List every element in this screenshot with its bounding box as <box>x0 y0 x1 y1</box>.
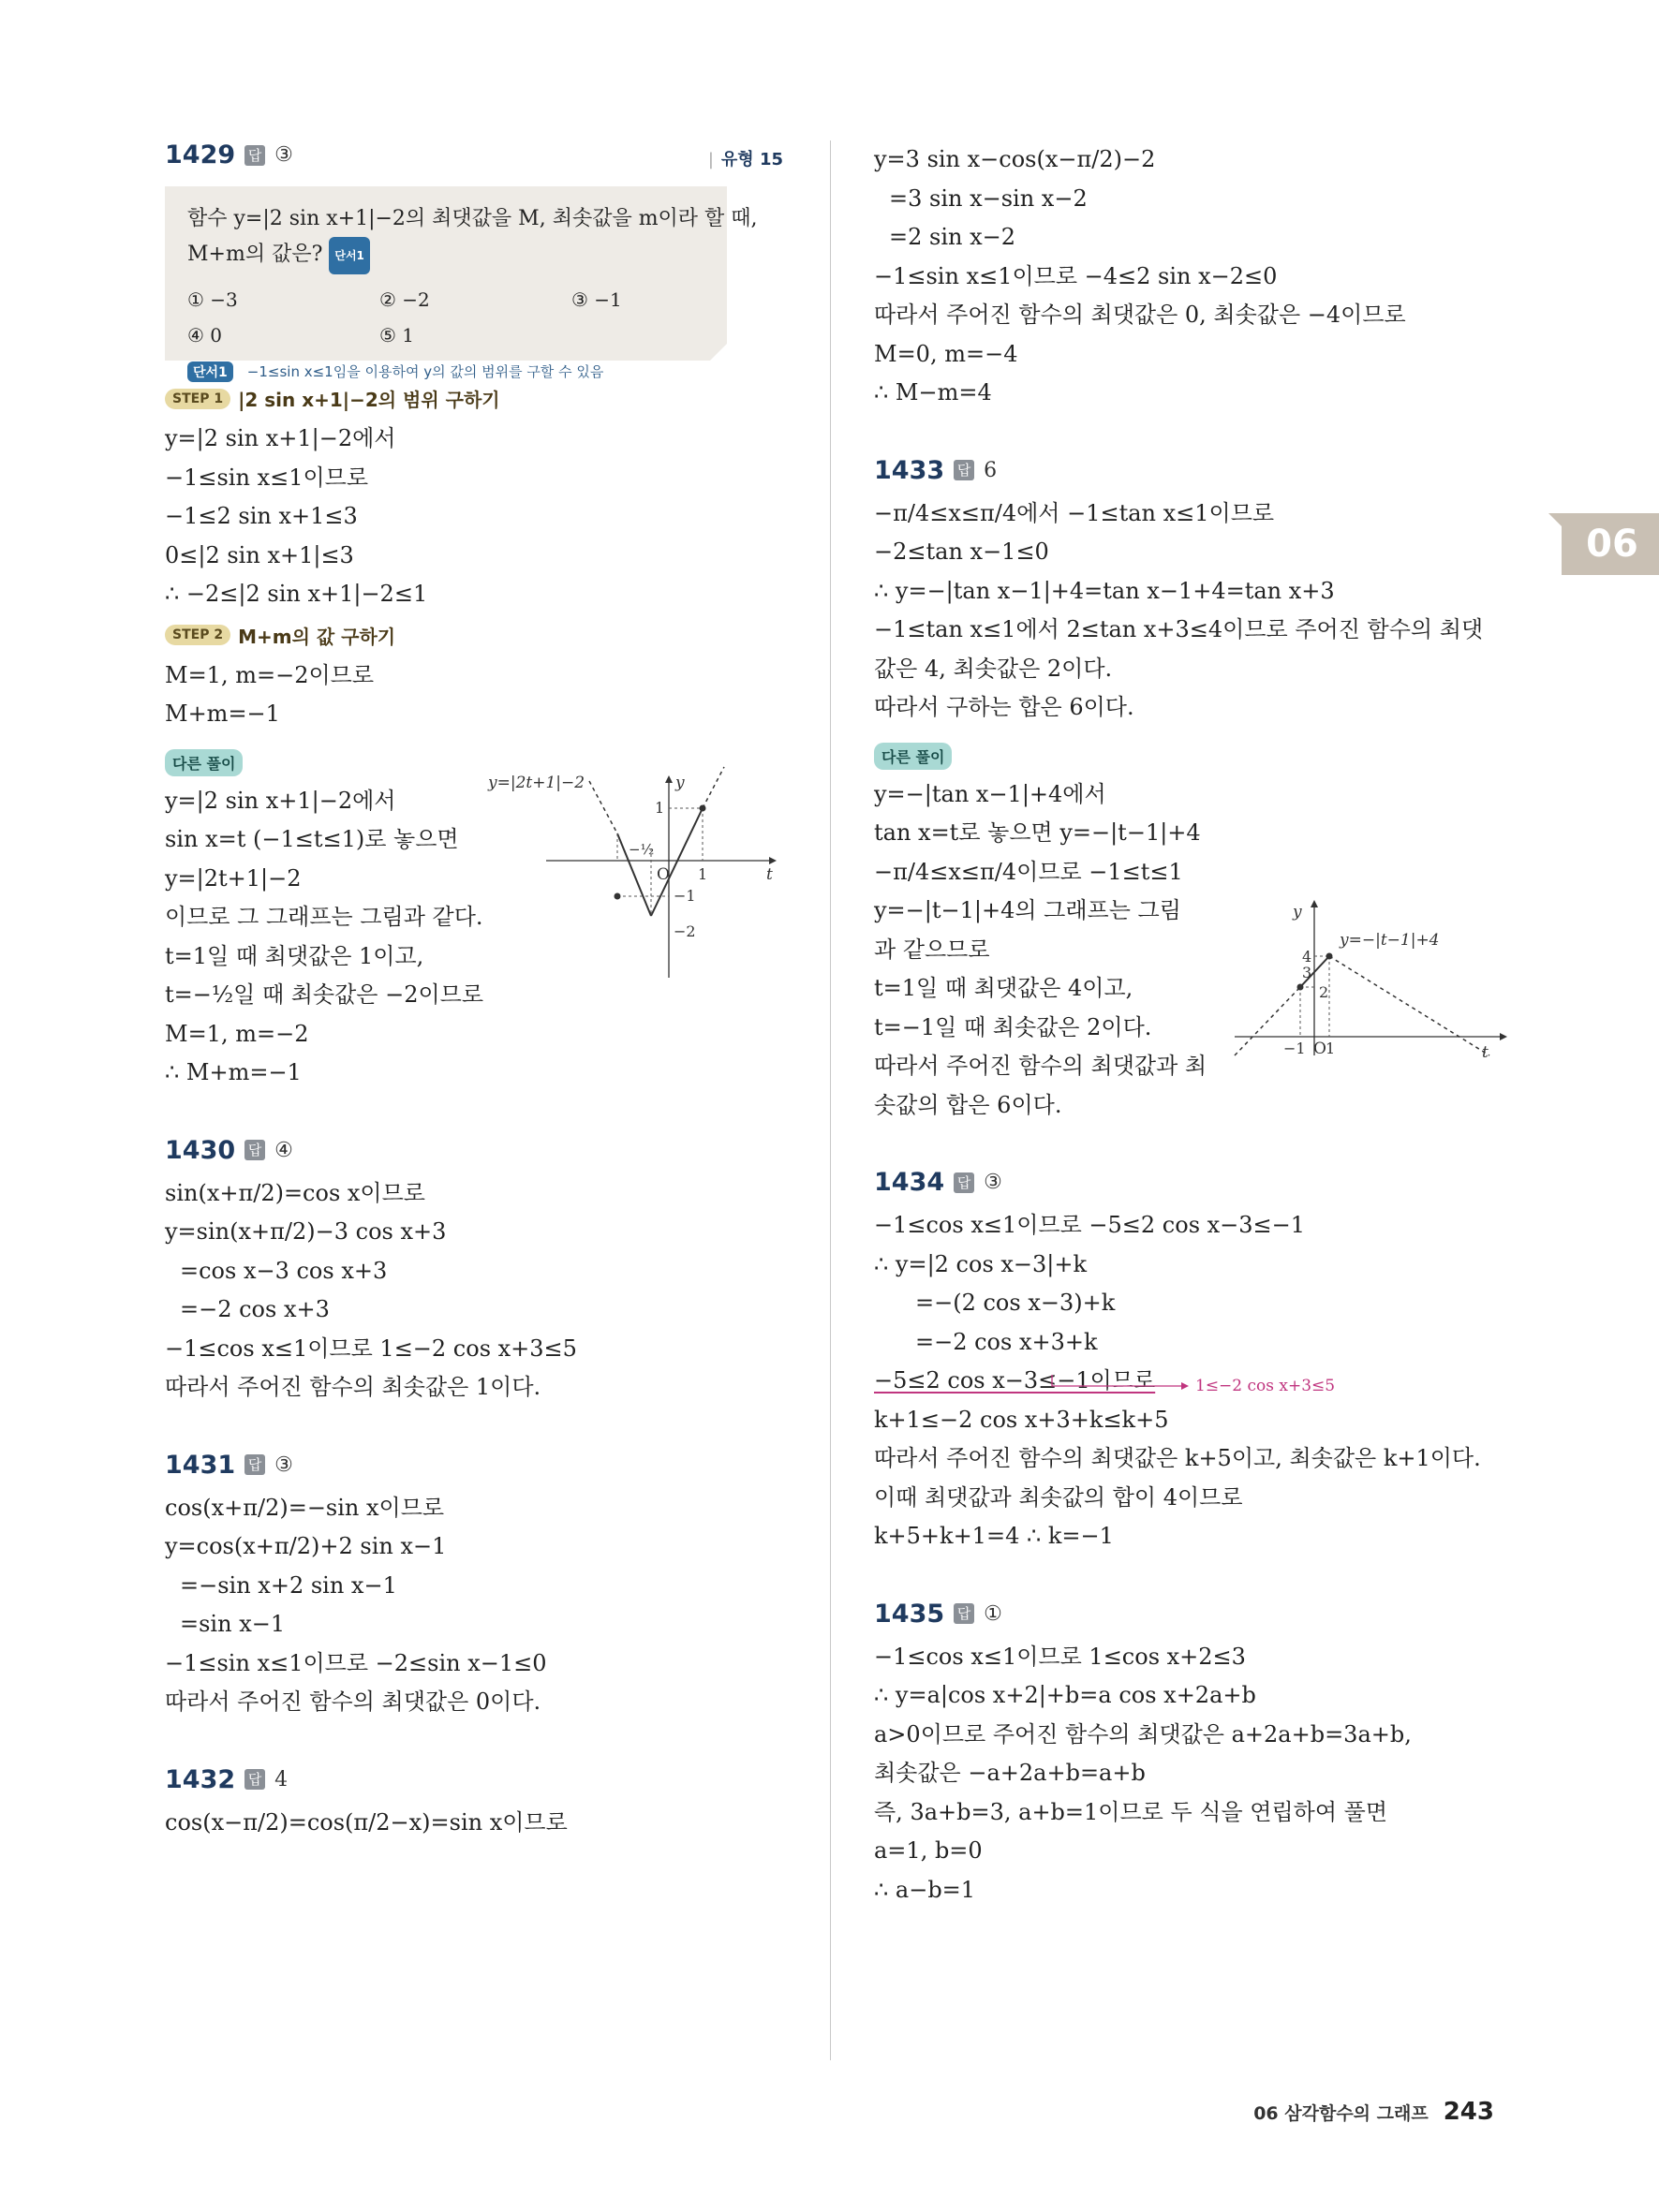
y-tick-label: 1 <box>655 798 665 817</box>
solution-line: M=1, m=−2 <box>165 1020 309 1047</box>
solution-line: −1≤tan x≤1에서 2≤tan x+3≤4이므로 주어진 함수의 최댓 <box>874 616 1484 642</box>
page-footer <box>1253 2098 1494 2126</box>
solution-line: −2≤tan x−1≤0 <box>874 538 1049 565</box>
solution-line: =−2 cos x+3 <box>180 1296 330 1322</box>
problem-1431 <box>165 1451 783 1722</box>
solution-line: −π/4≤x≤π/4이므로 −1≤t≤1 <box>874 858 1183 885</box>
solution-line: =2 sin x−2 <box>889 224 1015 250</box>
problem-number: 1435 <box>874 1599 945 1629</box>
question-line <box>187 237 703 274</box>
solution-line: cos(x−π/2)=cos(π/2−x)=sin x이므로 <box>165 1808 568 1836</box>
step-2-body <box>165 656 783 734</box>
problem-header <box>874 456 1511 485</box>
solution-line: −1≤sin x≤1이므로 −2≤sin x−1≤0 <box>165 1649 547 1676</box>
solution-line: =cos x−3 cos x+3 <box>180 1257 388 1284</box>
t-axis-arrow <box>769 857 777 864</box>
danseo-badge: 단서1 <box>187 361 233 382</box>
step-2-header <box>165 622 783 649</box>
answer-value: 4 <box>274 1767 289 1792</box>
solution-line: ∴ y=−|tan x−1|+4=tan x−1+4=tan x+3 <box>874 577 1335 604</box>
solution-line: −1≤sin x≤1이므로 <box>165 464 369 491</box>
step-badge: STEP 1 <box>165 389 230 409</box>
max-point <box>1326 952 1333 959</box>
curve-label: y=|2t+1|−2 <box>488 773 585 792</box>
problem-number: 1430 <box>165 1135 236 1165</box>
question-box <box>165 186 758 380</box>
solution-line: y=3 sin x−cos(x−π/2)−2 <box>874 146 1156 172</box>
answer-tag: 답 <box>244 1454 265 1475</box>
solution-line: 따라서 구하는 합은 6이다. <box>874 694 1134 720</box>
solution-line: 솟값의 합은 6이다. <box>874 1091 1062 1118</box>
x-tick-label: −½ <box>629 840 655 858</box>
y-tick-label: −1 <box>674 886 696 905</box>
answer-value: ④ <box>274 1138 293 1162</box>
solution-line: y=sin(x+π/2)−3 cos x+3 <box>165 1218 447 1245</box>
problem-header <box>165 1136 783 1165</box>
curve-dashed-right <box>1329 956 1489 1055</box>
solution-line: 따라서 주어진 함수의 최댓값은 k+5이고, 최솟값은 k+1이다. <box>874 1445 1481 1471</box>
graph-abs-2t-plus-1 <box>488 762 778 996</box>
solution-line: ∴ y=a|cos x+2|+b=a cos x+2a+b <box>874 1682 1256 1708</box>
problem-number: 1432 <box>165 1764 236 1794</box>
solution-line: 과 같으므로 <box>874 936 990 963</box>
solution-line: −1≤cos x≤1이므로 1≤−2 cos x+3≤5 <box>165 1335 577 1362</box>
y-axis-arrow <box>665 775 673 783</box>
problem-1429 <box>165 140 783 1093</box>
solution-line: −5≤2 cos x−3≤−1이므로 <box>874 1367 1156 1394</box>
answer-tag: 답 <box>244 145 265 166</box>
solution-line: −1≤2 sin x+1≤3 <box>165 503 358 529</box>
step-badge: STEP 2 <box>165 625 230 645</box>
solution-line: y=|2t+1|−2 <box>165 864 302 892</box>
side-note: 1≤−2 cos x+3≤5 <box>1195 1377 1336 1395</box>
solution-line: cos(x+π/2)=−sin x이므로 <box>165 1494 445 1521</box>
solution-line: sin(x+π/2)=cos x이므로 <box>165 1179 425 1206</box>
answer-value: 6 <box>984 458 998 482</box>
problem-1435 <box>874 1600 1511 1910</box>
curve-dashed-left <box>589 781 617 833</box>
solution-line: 값은 4, 최솟값은 2이다. <box>874 655 1113 682</box>
answer-tag: 답 <box>244 1769 265 1790</box>
left-column <box>165 140 783 1842</box>
problem-header <box>165 1765 783 1794</box>
problem-number: 1429 <box>165 140 236 170</box>
arrow-line <box>1052 1375 1181 1386</box>
solution-line: t=1일 때 최댓값은 1이고, <box>165 942 424 969</box>
problem-header <box>165 140 783 170</box>
choice: ⑤ 1 <box>379 324 415 347</box>
solution-line: y=|2 sin x+1|−2에서 <box>165 787 396 814</box>
step-1-body <box>165 420 783 614</box>
solution-line: sin x=t (−1≤t≤1)로 놓으면 <box>165 826 459 852</box>
problem-1434 <box>874 1168 1511 1556</box>
choice: ④ 0 <box>187 324 223 347</box>
solution-line: ∴ −2≤|2 sin x+1|−2≤1 <box>165 581 428 607</box>
solution-line: 최솟값은 −a+2a+b=a+b <box>874 1760 1146 1786</box>
solution-line: ∴ M−m=4 <box>874 379 992 406</box>
solution-line: ∴ y=|2 cos x−3|+k <box>874 1250 1088 1277</box>
answer-tag: 답 <box>244 1140 265 1160</box>
answer-tag: 답 <box>954 460 974 480</box>
solution-line: t=−1일 때 최솟값은 2이다. <box>874 1013 1152 1040</box>
min-point <box>1297 983 1304 990</box>
choice-list <box>187 282 703 353</box>
step-1-header <box>165 385 783 412</box>
solution-line: −π/4≤x≤π/4에서 −1≤tan x≤1이므로 <box>874 499 1275 526</box>
x-tick-label: 1 <box>698 864 708 883</box>
alternate-solution <box>165 734 783 1093</box>
choice: ② −2 <box>379 288 430 311</box>
solution-line: =sin x−1 <box>180 1611 286 1637</box>
solution-line: 즉, 3a+b=3, a+b=1이므로 두 식을 연립하여 풀면 <box>874 1798 1388 1825</box>
chapter-side-tab <box>1562 513 1659 575</box>
solution-line: 따라서 주어진 함수의 최댓값과 최 <box>874 1053 1207 1079</box>
solution-line: =−(2 cos x−3)+k <box>915 1290 1116 1316</box>
solution-line: M=0, m=−4 <box>874 340 1018 367</box>
curve-label: y=−|t−1|+4 <box>1340 930 1440 950</box>
y-tick-label: −2 <box>674 922 696 940</box>
solution-line: y=−|t−1|+4의 그래프는 그림 <box>874 897 1181 923</box>
problem-number: 1433 <box>874 455 945 485</box>
solution-line: ∴ a−b=1 <box>874 1876 976 1903</box>
note-arrow <box>1050 1373 1191 1395</box>
x-tick-label: 1 <box>1326 1039 1336 1057</box>
problem-1432 <box>165 1765 783 1843</box>
answer-tag: 답 <box>954 1172 974 1193</box>
problem-1432-continued <box>874 140 1511 413</box>
solution-line: k+1≤−2 cos x+3+k≤k+5 <box>874 1406 1169 1433</box>
problem-header <box>165 1451 783 1480</box>
solution-line: M=1, m=−2이므로 <box>165 661 375 688</box>
answer-value: ③ <box>274 143 293 167</box>
solution-line: M+m=−1 <box>165 700 280 727</box>
solution-line: t=−½일 때 최솟값은 −2이므로 <box>165 981 484 1008</box>
solution-line: a>0이므로 주어진 함수의 최댓값은 a+2a+b=3a+b, <box>874 1720 1412 1747</box>
problem-1430 <box>165 1136 783 1408</box>
solution-line: =3 sin x−sin x−2 <box>889 184 1088 212</box>
alt-solution-badge: 다른 풀이 <box>874 743 952 770</box>
solution-line: =−sin x+2 sin x−1 <box>180 1571 397 1599</box>
solution-line: −1≤cos x≤1이므로 −5≤2 cos x−3≤−1 <box>874 1212 1306 1238</box>
choice: ③ −1 <box>571 288 622 311</box>
max-point <box>700 804 706 811</box>
alt-solution-badge: 다른 풀이 <box>165 749 243 776</box>
y-axis-label: y <box>1293 902 1302 922</box>
problem-1433 <box>874 456 1511 1126</box>
hint-line <box>187 359 703 382</box>
step-title: |2 sin x+1|−2의 범위 구하기 <box>238 389 500 411</box>
answer-tag: 답 <box>954 1603 974 1624</box>
solution-line: t=1일 때 최댓값은 4이고, <box>874 975 1133 1001</box>
answer-value: ① <box>984 1601 1002 1626</box>
question-line: 함수 y=|2 sin x+1|−2의 최댓값을 M, 최솟값을 m이라 할 때, <box>187 207 758 230</box>
solution-line: =−2 cos x+3+k <box>915 1328 1098 1355</box>
type-label: | 유형 15 <box>708 146 783 170</box>
solution-line: 따라서 주어진 함수의 최댓값은 0, 최솟값은 −4이므로 <box>874 302 1406 328</box>
answer-value: ③ <box>984 1171 1002 1194</box>
alternate-solution <box>874 728 1511 1126</box>
solution-line: a=1, b=0 <box>874 1837 983 1864</box>
solution-line: −1≤sin x≤1이므로 −4≤2 sin x−2≤0 <box>874 262 1278 289</box>
y-tick-label: 4 <box>1302 947 1312 966</box>
solution-line: 따라서 주어진 함수의 최솟값은 1이다. <box>165 1374 541 1400</box>
graph-neg-abs-t-minus-1 <box>1235 896 1511 1074</box>
page-number: 243 <box>1443 2098 1494 2126</box>
choice: ① −3 <box>187 288 238 311</box>
solution-line: 따라서 주어진 함수의 최댓값은 0이다. <box>165 1688 541 1715</box>
problem-number: 1434 <box>874 1168 945 1197</box>
chapter-number: 06 <box>1586 523 1638 566</box>
solution-line: ∴ M+m=−1 <box>165 1059 302 1085</box>
end-point <box>615 892 621 899</box>
t-axis-label: t <box>1482 1042 1489 1062</box>
solution-line: 이므로 그 그래프는 그림과 같다. <box>165 904 483 930</box>
x-tick-label: −1 <box>1283 1039 1306 1057</box>
problem-header <box>874 1168 1511 1197</box>
question-text: M+m의 값은? <box>187 243 323 266</box>
t-axis-label: t <box>766 864 773 884</box>
problem-header <box>874 1600 1511 1629</box>
solution-line: y=cos(x+π/2)+2 sin x−1 <box>165 1533 447 1559</box>
origin-label: O <box>1313 1039 1326 1058</box>
chapter-title: 06 삼각함수의 그래프 <box>1253 2103 1429 2124</box>
t-axis-arrow <box>1500 1033 1507 1040</box>
solution-line: tan x=t로 놓으면 y=−|t−1|+4 <box>874 819 1201 846</box>
solution-line: −1≤cos x≤1이므로 1≤cos x+2≤3 <box>874 1643 1246 1670</box>
answer-value: ③ <box>274 1453 293 1477</box>
right-column <box>874 140 1511 1910</box>
y-tick-label: 2 <box>1319 982 1329 1001</box>
solution-line: 0≤|2 sin x+1|≤3 <box>165 541 354 568</box>
arrow-head <box>1181 1382 1189 1390</box>
solution-line: y=−|tan x−1|+4에서 <box>874 780 1106 807</box>
curve-dashed-right <box>703 767 724 808</box>
hint-text: −1≤sin x≤1임을 이용하여 y의 값의 범위를 구할 수 있음 <box>246 363 604 380</box>
y-axis-label: y <box>675 773 685 792</box>
column-divider <box>830 140 831 2060</box>
problem-number: 1431 <box>165 1450 236 1480</box>
y-tick-label: 3 <box>1302 963 1312 981</box>
danseo-badge: 단서1 <box>329 237 370 274</box>
step-title: M+m의 값 구하기 <box>238 625 396 648</box>
solution-line: y=|2 sin x+1|−2에서 <box>165 425 396 451</box>
solution-line: 이때 최댓값과 최솟값의 합이 4이므로 <box>874 1483 1243 1511</box>
y-axis-arrow <box>1311 900 1318 907</box>
origin-label: O <box>657 864 670 884</box>
solution-line: k+5+k+1=4 ∴ k=−1 <box>874 1523 1114 1549</box>
